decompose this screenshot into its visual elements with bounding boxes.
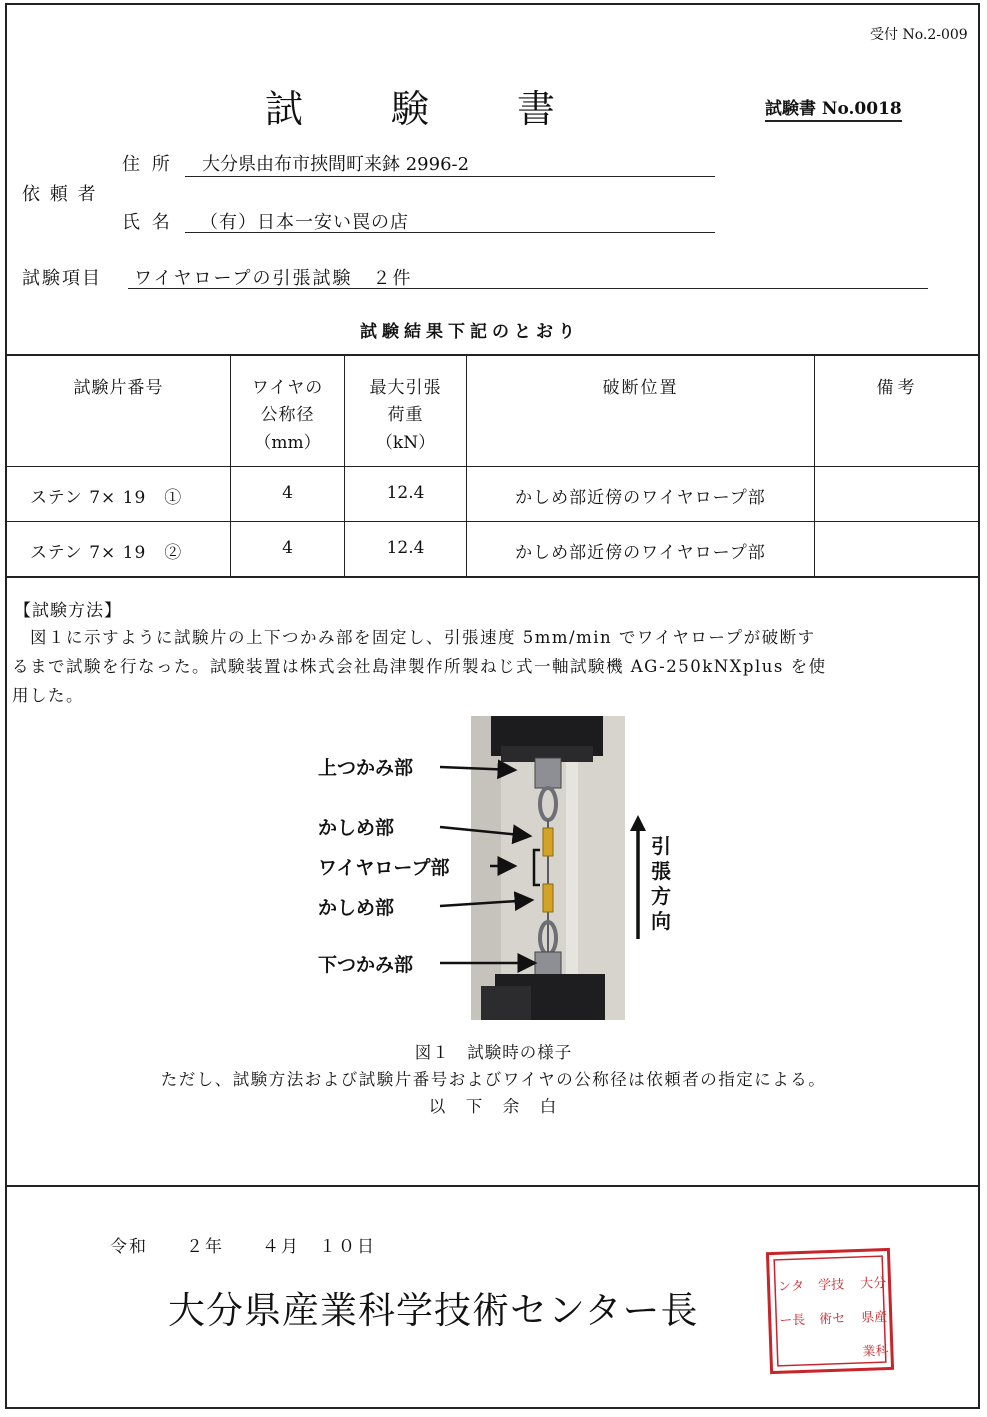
row2-specimen: ステン 7× 19 ② bbox=[30, 543, 183, 563]
header-load-line2: 荷重 bbox=[387, 405, 424, 425]
row2-load: 12.4 bbox=[386, 538, 425, 558]
table-row-divider bbox=[5, 521, 980, 522]
figure-caption: 図１ 試験時の様子 bbox=[414, 1043, 573, 1062]
seal-char: ンタ bbox=[777, 1278, 805, 1295]
end-mark: 以 下 余 白 bbox=[428, 1097, 559, 1116]
table-header-bottom bbox=[5, 466, 980, 467]
seal-text-grid bbox=[769, 1251, 891, 1371]
report-number: 試験書 No.0018 bbox=[765, 94, 902, 122]
header-diameter-line2: 公称径 bbox=[260, 405, 315, 425]
test-item-label: 試験項目 bbox=[22, 268, 102, 289]
row1-specimen: ステン 7× 19 ① bbox=[30, 488, 183, 508]
test-item-value: ワイヤロープの引張試験 ２件 bbox=[134, 268, 413, 289]
row1-diameter: 4 bbox=[282, 483, 293, 503]
note-text: ただし、試験方法および試験片番号およびワイヤの公称径は依頼者の指定による。 bbox=[160, 1070, 827, 1089]
header-specimen: 試験片番号 bbox=[73, 378, 164, 398]
row1-load: 12.4 bbox=[386, 483, 425, 503]
direction-label-3: 方 bbox=[651, 884, 671, 908]
header-diameter-line3: （mm） bbox=[254, 433, 321, 453]
header-remarks: 備考 bbox=[876, 378, 919, 398]
direction-label-1: 引 bbox=[651, 834, 671, 858]
seal-char: 大分 bbox=[859, 1276, 887, 1292]
method-line-3: 用した。 bbox=[12, 686, 84, 705]
direction-arrow bbox=[628, 815, 648, 940]
row2-diameter: 4 bbox=[282, 538, 293, 558]
table-bottom-border bbox=[5, 576, 980, 578]
issue-date: 令和 ２年 ４月 １０日 bbox=[110, 1237, 376, 1257]
seal-char: 術セ bbox=[819, 1311, 846, 1328]
seal-char: 学技 bbox=[817, 1277, 845, 1294]
address-label: 住 所 bbox=[122, 154, 173, 175]
row1-fracture: かしめ部近傍のワイヤロープ部 bbox=[515, 488, 766, 508]
label-lower-grip: 下つかみ部 bbox=[318, 954, 414, 976]
direction-label-2: 張 bbox=[651, 859, 671, 883]
name-underline bbox=[185, 232, 715, 233]
seal-char: 業科 bbox=[862, 1343, 889, 1360]
label-wire-rope: ワイヤロープ部 bbox=[318, 857, 450, 879]
name-value: （有）日本一安い罠の店 bbox=[200, 212, 409, 233]
address-underline bbox=[185, 176, 715, 177]
method-heading: 【試験方法】 bbox=[14, 601, 122, 621]
official-seal bbox=[766, 1248, 894, 1374]
header-load-line1: 最大引張 bbox=[369, 378, 442, 398]
method-line-1: 図１に示すように試験片の上下つかみ部を固定し、引張速度 5mm/min でワイヤロープが破断す bbox=[12, 628, 816, 647]
test-item-underline bbox=[128, 288, 928, 289]
issuer-name: 大分県産業科学技術センター長 bbox=[168, 1289, 699, 1332]
requester-label: 依 頼 者 bbox=[22, 184, 98, 205]
seal-char: ー長 bbox=[779, 1312, 806, 1329]
address-value: 大分県由布市挾間町来鉢 2996-2 bbox=[202, 154, 470, 175]
row2-fracture: かしめ部近傍のワイヤロープ部 bbox=[515, 543, 766, 563]
method-line-2: るまで試験を行なった。試験装置は株式会社島津製作所製ねじ式一軸試験機 AG-250kNXplus を使 bbox=[12, 657, 827, 676]
label-upper-grip: 上つかみ部 bbox=[318, 757, 414, 779]
table-top-border bbox=[5, 354, 980, 356]
header-load-line3: （kN） bbox=[375, 433, 436, 453]
direction-label-4: 向 bbox=[651, 909, 671, 933]
page-title: 試 験 書 bbox=[265, 87, 560, 131]
header-diameter-line1: ワイヤの bbox=[251, 378, 324, 398]
results-heading: 試験結果下記のとおり bbox=[360, 322, 580, 342]
receipt-number: 受付 No.2-009 bbox=[870, 27, 968, 43]
name-label: 氏 名 bbox=[122, 212, 173, 233]
footer-divider bbox=[5, 1185, 980, 1187]
header-fracture: 破断位置 bbox=[602, 378, 679, 398]
seal-char: 県産 bbox=[861, 1310, 888, 1326]
figure-leader-arrows bbox=[430, 750, 560, 980]
label-crimp-top: かしめ部 bbox=[318, 817, 395, 839]
label-crimp-bottom: かしめ部 bbox=[318, 897, 395, 919]
